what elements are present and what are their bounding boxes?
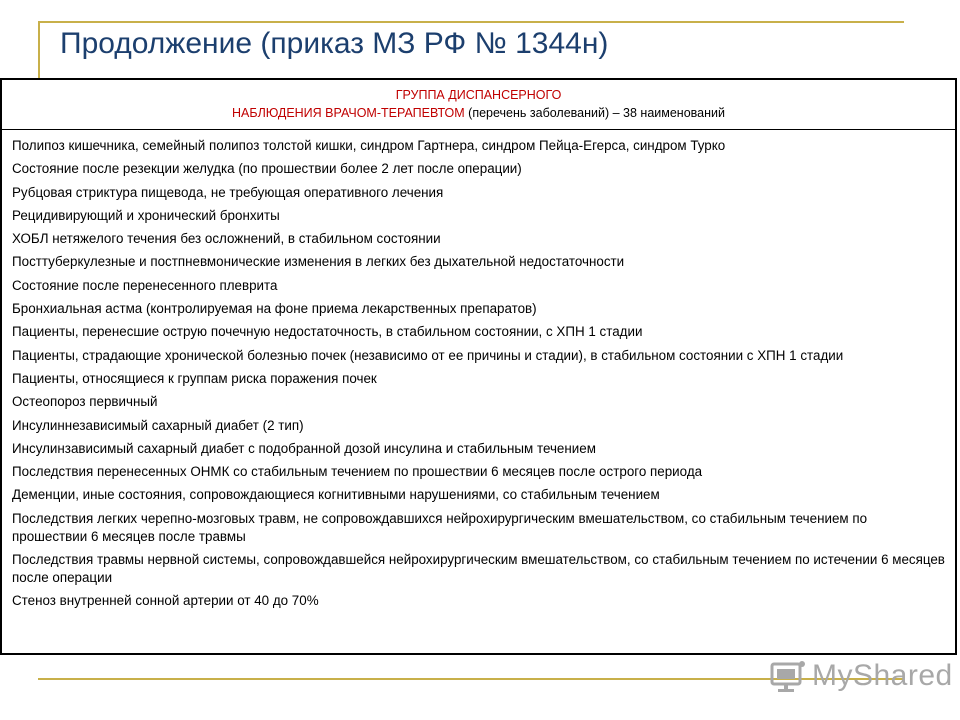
table-row: Остеопороз первичный — [12, 394, 158, 410]
disease-list-table — [0, 78, 957, 655]
table-row: Последствия травмы нервной системы, сопровождавшейся нейрохирургическим вмешательством, со стабильным течением по истечении 6 месяцев после операции — [12, 552, 945, 586]
table-row: Последствия легких черепно-мозговых травм, не сопровождавшихся нейрохирургическим вмешательством, со стабильным течением по прошествии 6 месяцев после травмы — [12, 510, 868, 544]
table-row: Рубцовая стриктура пищевода, не требующая оперативного лечения — [12, 184, 444, 200]
table-header — [2, 80, 955, 130]
presentation-screen-icon — [768, 658, 808, 694]
table-body — [2, 130, 955, 610]
table-row: Состояние после резекции желудка (по прошествии более 2 лет после операции) — [12, 161, 522, 177]
table-header-line2-red: НАБЛЮДЕНИЯ ВРАЧОМ-ТЕРАПЕВТОМ — [232, 106, 465, 120]
table-row: Деменции, иные состояния, сопровождающиеся когнитивными нарушениями, со стабильным течением — [12, 487, 660, 503]
table-row: ХОБЛ нетяжелого течения без осложнений, в стабильном состоянии — [12, 231, 441, 247]
table-row: Пациенты, страдающие хронической болезнью почек (независимо от ее причины и стадии), в стабильном состоянии с ХПН 1 стадии — [12, 347, 844, 363]
table-row: Состояние после перенесенного плеврита — [12, 277, 278, 293]
watermark-text: MyShared — [812, 659, 953, 692]
table-header-line1: ГРУППА ДИСПАНСЕРНОГО — [395, 88, 562, 102]
table-row: Инсулиннезависимый сахарный диабет (2 тип) — [12, 417, 304, 433]
decorative-top-line — [38, 21, 904, 23]
table-row: Последствия перенесенных ОНМК со стабильным течением по прошествии 6 месяцев после острого периода — [12, 464, 703, 480]
table-header-line2-black: (перечень заболеваний) – 38 наименований — [464, 106, 725, 120]
page-title: Продолжение (приказ МЗ РФ № 1344н) — [60, 27, 609, 60]
table-row: Стеноз внутренней сонной артерии от 40 до 70% — [12, 593, 319, 609]
table-row: Пациенты, перенесшие острую почечную недостаточность, в стабильном состоянии, с ХПН 1 стадии — [12, 324, 643, 340]
table-header-line2 — [2, 104, 955, 122]
watermark-logo — [768, 656, 953, 696]
table-row: Рецидивирующий и хронический бронхиты — [12, 207, 280, 223]
table-row: Бронхиальная астма (контролируемая на фоне приема лекарственных препаратов) — [12, 301, 537, 317]
table-row: Посттуберкулезные и постпневмонические изменения в легких без дыхательной недостаточности — [12, 254, 625, 270]
table-row: Инсулинзависимый сахарный диабет с подобранной дозой инсулина и стабильным течением — [12, 440, 596, 456]
table-row: Пациенты, относящиеся к группам риска поражения почек — [12, 370, 377, 386]
table-row: Полипоз кишечника, семейный полипоз толстой кишки, синдром Гартнера, синдром Пейца-Егерса, синдром Турко — [12, 138, 726, 153]
